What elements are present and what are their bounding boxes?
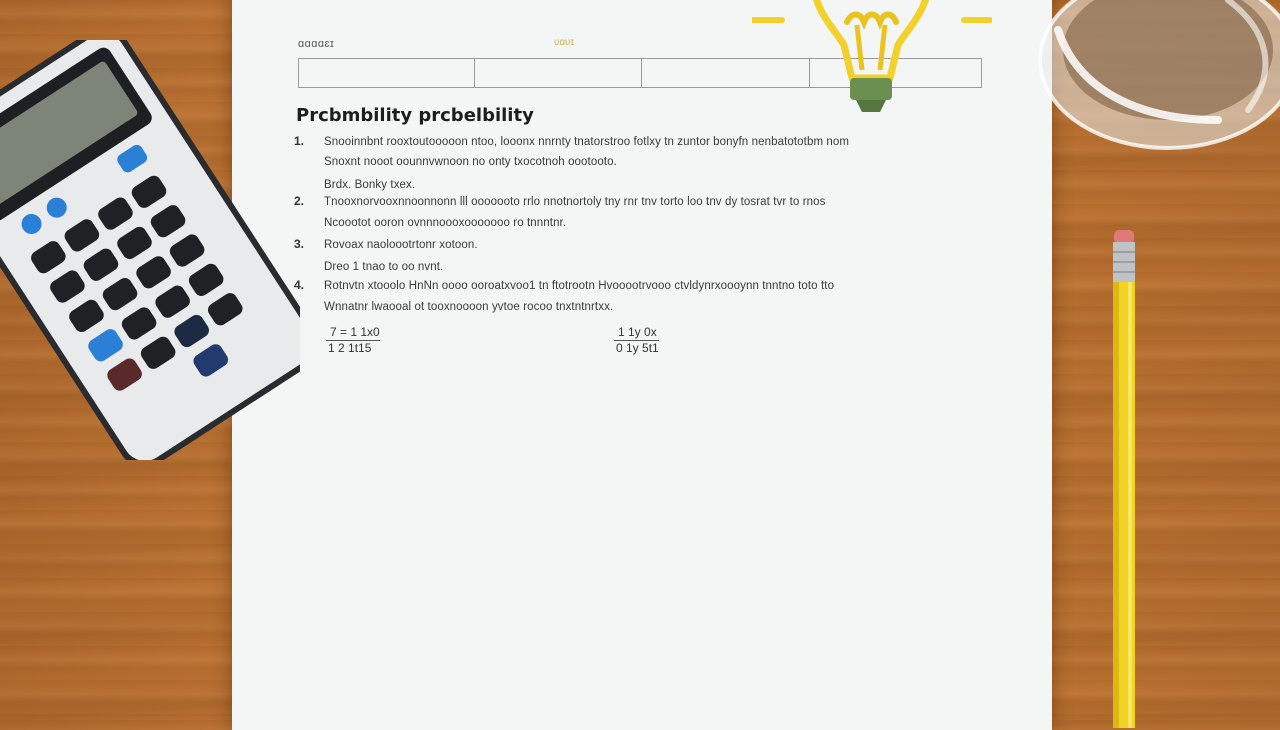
worksheet-title: Prcbmbility prcbelbility: [296, 105, 534, 126]
question-2-line-1: Tnooxnorvooxnnoonnonn lll ooooooto rrlo nnotnortoly tny rnr tnv torto loo tnv dy tosrat tvr to rnos: [324, 196, 826, 208]
question-1-line-1: Snooinnbnt rooxtoutooooon ntoo, looonx nnrnty tnatorstroo fotlxy tn zuntor bonyfn nenbatototbm nom: [324, 136, 850, 148]
worksheet-paper: [232, 0, 1052, 730]
lightbulb-icon: [752, 0, 992, 120]
pencil: [1108, 228, 1140, 728]
calculator: [0, 40, 300, 460]
header-box-1: [299, 59, 475, 87]
fraction-1-numerator: 7 = 1 1x0: [330, 325, 380, 339]
question-3-line-1: Rovoax naoloootrtonr xotoon.: [324, 239, 478, 251]
question-3-number: 3.: [294, 237, 305, 251]
water-glass: [1018, 0, 1280, 160]
question-2-pre: Brdx. Bonky txex.: [324, 179, 416, 191]
question-4-line-2: Wnnatnr lwaooal ot tooxnoooon yvtoe rocoo tnxtntnrtxx.: [324, 301, 614, 313]
question-2-number: 2.: [294, 194, 305, 208]
fraction-1-denominator: 1 2 1t15: [326, 340, 380, 355]
fraction-2: [614, 325, 659, 355]
fraction-2-numerator: 1 1y 0x: [618, 325, 657, 339]
question-4-pre: Dreo 1 tnao to oo nvnt.: [324, 261, 444, 273]
question-1-number: 1.: [294, 134, 305, 148]
question-1-line-2: Snoxnt nooot oounnvwnoon no onty txocotnoh oootooto.: [324, 156, 617, 168]
name-label: ɑɑɑɑɛɪ: [298, 38, 335, 50]
question-4-line-1: Rotnvtn xtooolo HnNn oooo ooroatxvoo1 tn ftotrootn Hvooootrvooo ctvldynrxoooynn tnntno toto tto: [324, 280, 835, 292]
fraction-1: [326, 325, 380, 355]
question-2-line-2: Ncoootot ooron ovnnnoooxooooooo ro tnnntnr.: [324, 217, 567, 229]
box-label: ʋɑʋɪ: [554, 37, 575, 48]
fraction-2-denominator: 0 1y 5t1: [616, 341, 659, 355]
header-box-2: [475, 59, 643, 87]
question-4-number: 4.: [294, 278, 305, 292]
